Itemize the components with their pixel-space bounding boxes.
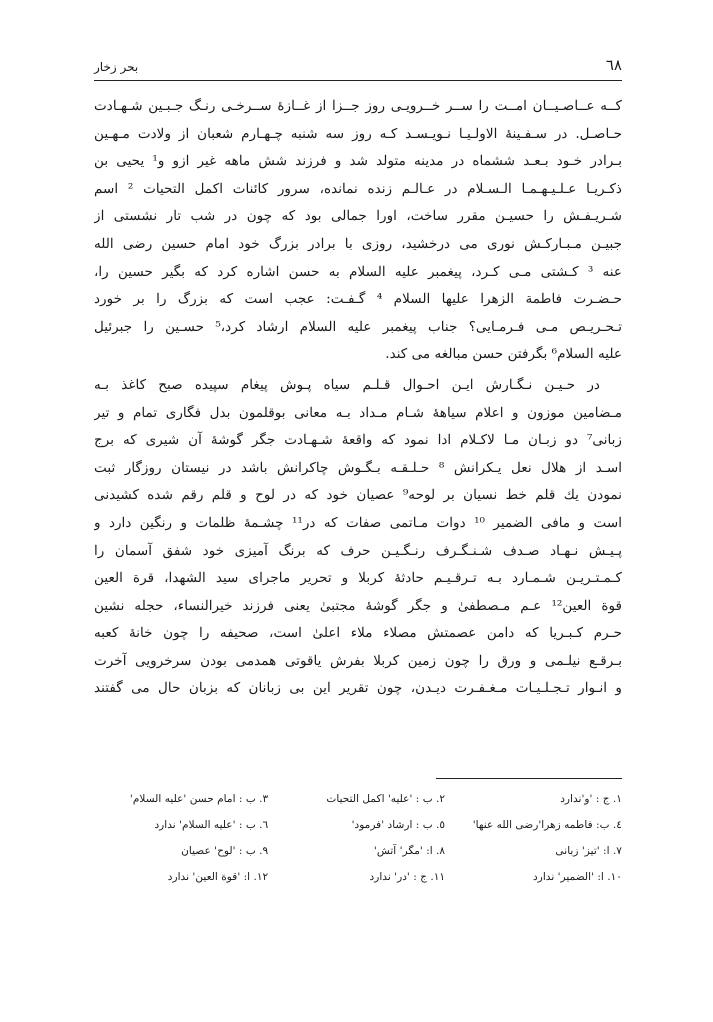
page-number: ٦٨ bbox=[605, 56, 622, 74]
footnote-row bbox=[94, 812, 622, 838]
footnote: ٢. ب : 'علیه' اکمل التحیات bbox=[326, 793, 446, 805]
text-line: اسـد از هلال نعل یـکرانش ⁸ حـلـقـه بـگـوش چاکرانش باشد در نیستان روزگار ثبت bbox=[94, 459, 622, 476]
text-line: حـضـرت فاطمة الزهرا علیها السلام ⁴ گـفـت: عجب است که بزرگ را بر خورد bbox=[94, 291, 622, 308]
footnote: ٦. ب : 'علیه السلام' ندارد bbox=[154, 819, 269, 831]
paragraph-2 bbox=[94, 372, 622, 703]
footnote-rule bbox=[436, 778, 622, 779]
footnote: ١. ج : 'و'ندارد bbox=[560, 793, 622, 805]
text-line: عنه ³ کـشتی مـی کـرد، پیغمبر علیه السلام به حسن اشاره کرد که بگیر حسین را، bbox=[94, 263, 622, 280]
footnote: ٤. ب: فاطمه زهرا'رضی الله عنها' bbox=[472, 819, 622, 831]
paragraph-1 bbox=[94, 93, 622, 369]
footnote-row bbox=[94, 786, 622, 812]
footnotes bbox=[94, 786, 622, 890]
footnote: ١١. ج : 'در' ندارد bbox=[369, 871, 446, 883]
footnote: ٨. ا: 'مگر' آتش' bbox=[373, 845, 446, 857]
footnote-row bbox=[94, 864, 622, 890]
footnote: ٧. ا: 'تیز' زبانی bbox=[555, 845, 622, 857]
text-line: بـرادر خـود بـعـد ششماه در مدینه متولد شد و فرزند شش ماهه غیر ازو و¹ یحیی بن bbox=[94, 153, 622, 170]
text-line: کـمـتـریـن شـمـارد بـه تـرقـیـم حادثهٔ کربلا و تحریر ماجرای سید الشهدا، قرة العین bbox=[94, 570, 622, 587]
text-line: نمودن یك قلم خط نسیان بر لوحه⁹ عصیان خود که در لوح و قلم رقم شده کشیدنی bbox=[94, 487, 622, 504]
text-line: مـضامین موزون و اعلام سیاههٔ شـام مـداد بـه معانی بوقلمون بدل فگاری تمام و تیر bbox=[94, 404, 622, 421]
page-header bbox=[94, 52, 622, 74]
footnote-row bbox=[94, 838, 622, 864]
text-line: ذکـریـا عـلـیـهـمـا الـسـلام در عـالـم زنده نمانده، سرور کائنات اکمل التحیات ² اسم bbox=[94, 180, 622, 197]
text-line: کــه عــاصـیــان امــت را ســر خــرویـی روز جــزا از غــازهٔ ســرخـی رنـگ جـبـین شـهـادت bbox=[94, 98, 622, 114]
running-title: بحر زخار bbox=[94, 60, 139, 74]
text-line: پـیـش نـهـاد صـدف شـنـگـرف رنـگـیـن حرف که برنگ آمیزی خود شفق آسمان را bbox=[94, 542, 622, 559]
text-line: حـاصـل. در سـفـینهٔ الاولـیـا نـویـسـد کـه روز سه شنبه چـهـارم شعبان از ولادت مـهـین bbox=[94, 125, 622, 142]
footnote: ١٠. ا: 'الضمیر' ندارد bbox=[532, 871, 622, 883]
header-rule bbox=[94, 80, 622, 81]
text-line: تـحـریـص مـی فـرمـایی؟ جناب پیغمبر علیه السلام ارشاد کرد،⁵ حسـین را جبرئیل bbox=[94, 318, 622, 335]
text-line: علیه السلام⁶ بگرفتن حسن مبالغه می کند. bbox=[385, 346, 622, 363]
footnote: ٥. ب : ارشاد 'فرمود' bbox=[351, 819, 446, 831]
text-line: است و مافی الضمیر ¹⁰ دوات مـاتمی صفات که در¹¹ چشـمهٔ ظلمات و رنگین دارد و bbox=[94, 514, 622, 531]
text-line: حـرم کـبـریا که دامن عصمتش مصلاء ملاء اعلیٰ است، صحیفه را چون خانهٔ کعبه bbox=[94, 625, 622, 642]
text-line: قوة العین¹² عـم مـصطفیٰ و جگر گوشهٔ مجتبیٰ یعنی فرزند خیرالنساء، حجله نشین bbox=[94, 597, 622, 614]
text-line: و انـوار تـجـلـیـات مـغـفـرت دیـدن، چون تقریر این بی زبانان که بزبان حال می گفتند bbox=[94, 680, 622, 697]
text-line: شـریـفـش را حسیـن مقرر ساخت، اورا جمالی بود که چون در شب تار نشستی از bbox=[94, 208, 622, 225]
text-line: زبانی⁷ دو زبـان مـا لاکـلام ادا نمود که واقعهٔ شـهـادت جگر گوشهٔ آن شیری که برج bbox=[94, 432, 622, 449]
text-line: جبیـن مـبـارکـش نوری می درخشید، روزی با برادر بزرگ خود امام حسین رضی الله bbox=[94, 235, 622, 252]
text-line: در حـیـن نـگـارش ایـن احـوال قـلـم سیاه پـوش پیغام سپیده صبح کاغذ بـه bbox=[94, 376, 600, 393]
footnote: ٣. ب : امام حسن 'علیه السلام' bbox=[129, 793, 269, 805]
text-line: بـرقـع نیلـمی و ورق را چون زمین کربلا بفرش یاقوتی همدمی بودن سرخرویی آخرت bbox=[94, 652, 622, 669]
footnote: ٩. ب : 'لوح' عصیان bbox=[181, 845, 269, 857]
footnote: ١٢. ا: 'قوة العین' ندارد bbox=[167, 871, 269, 883]
main-text bbox=[94, 93, 622, 703]
